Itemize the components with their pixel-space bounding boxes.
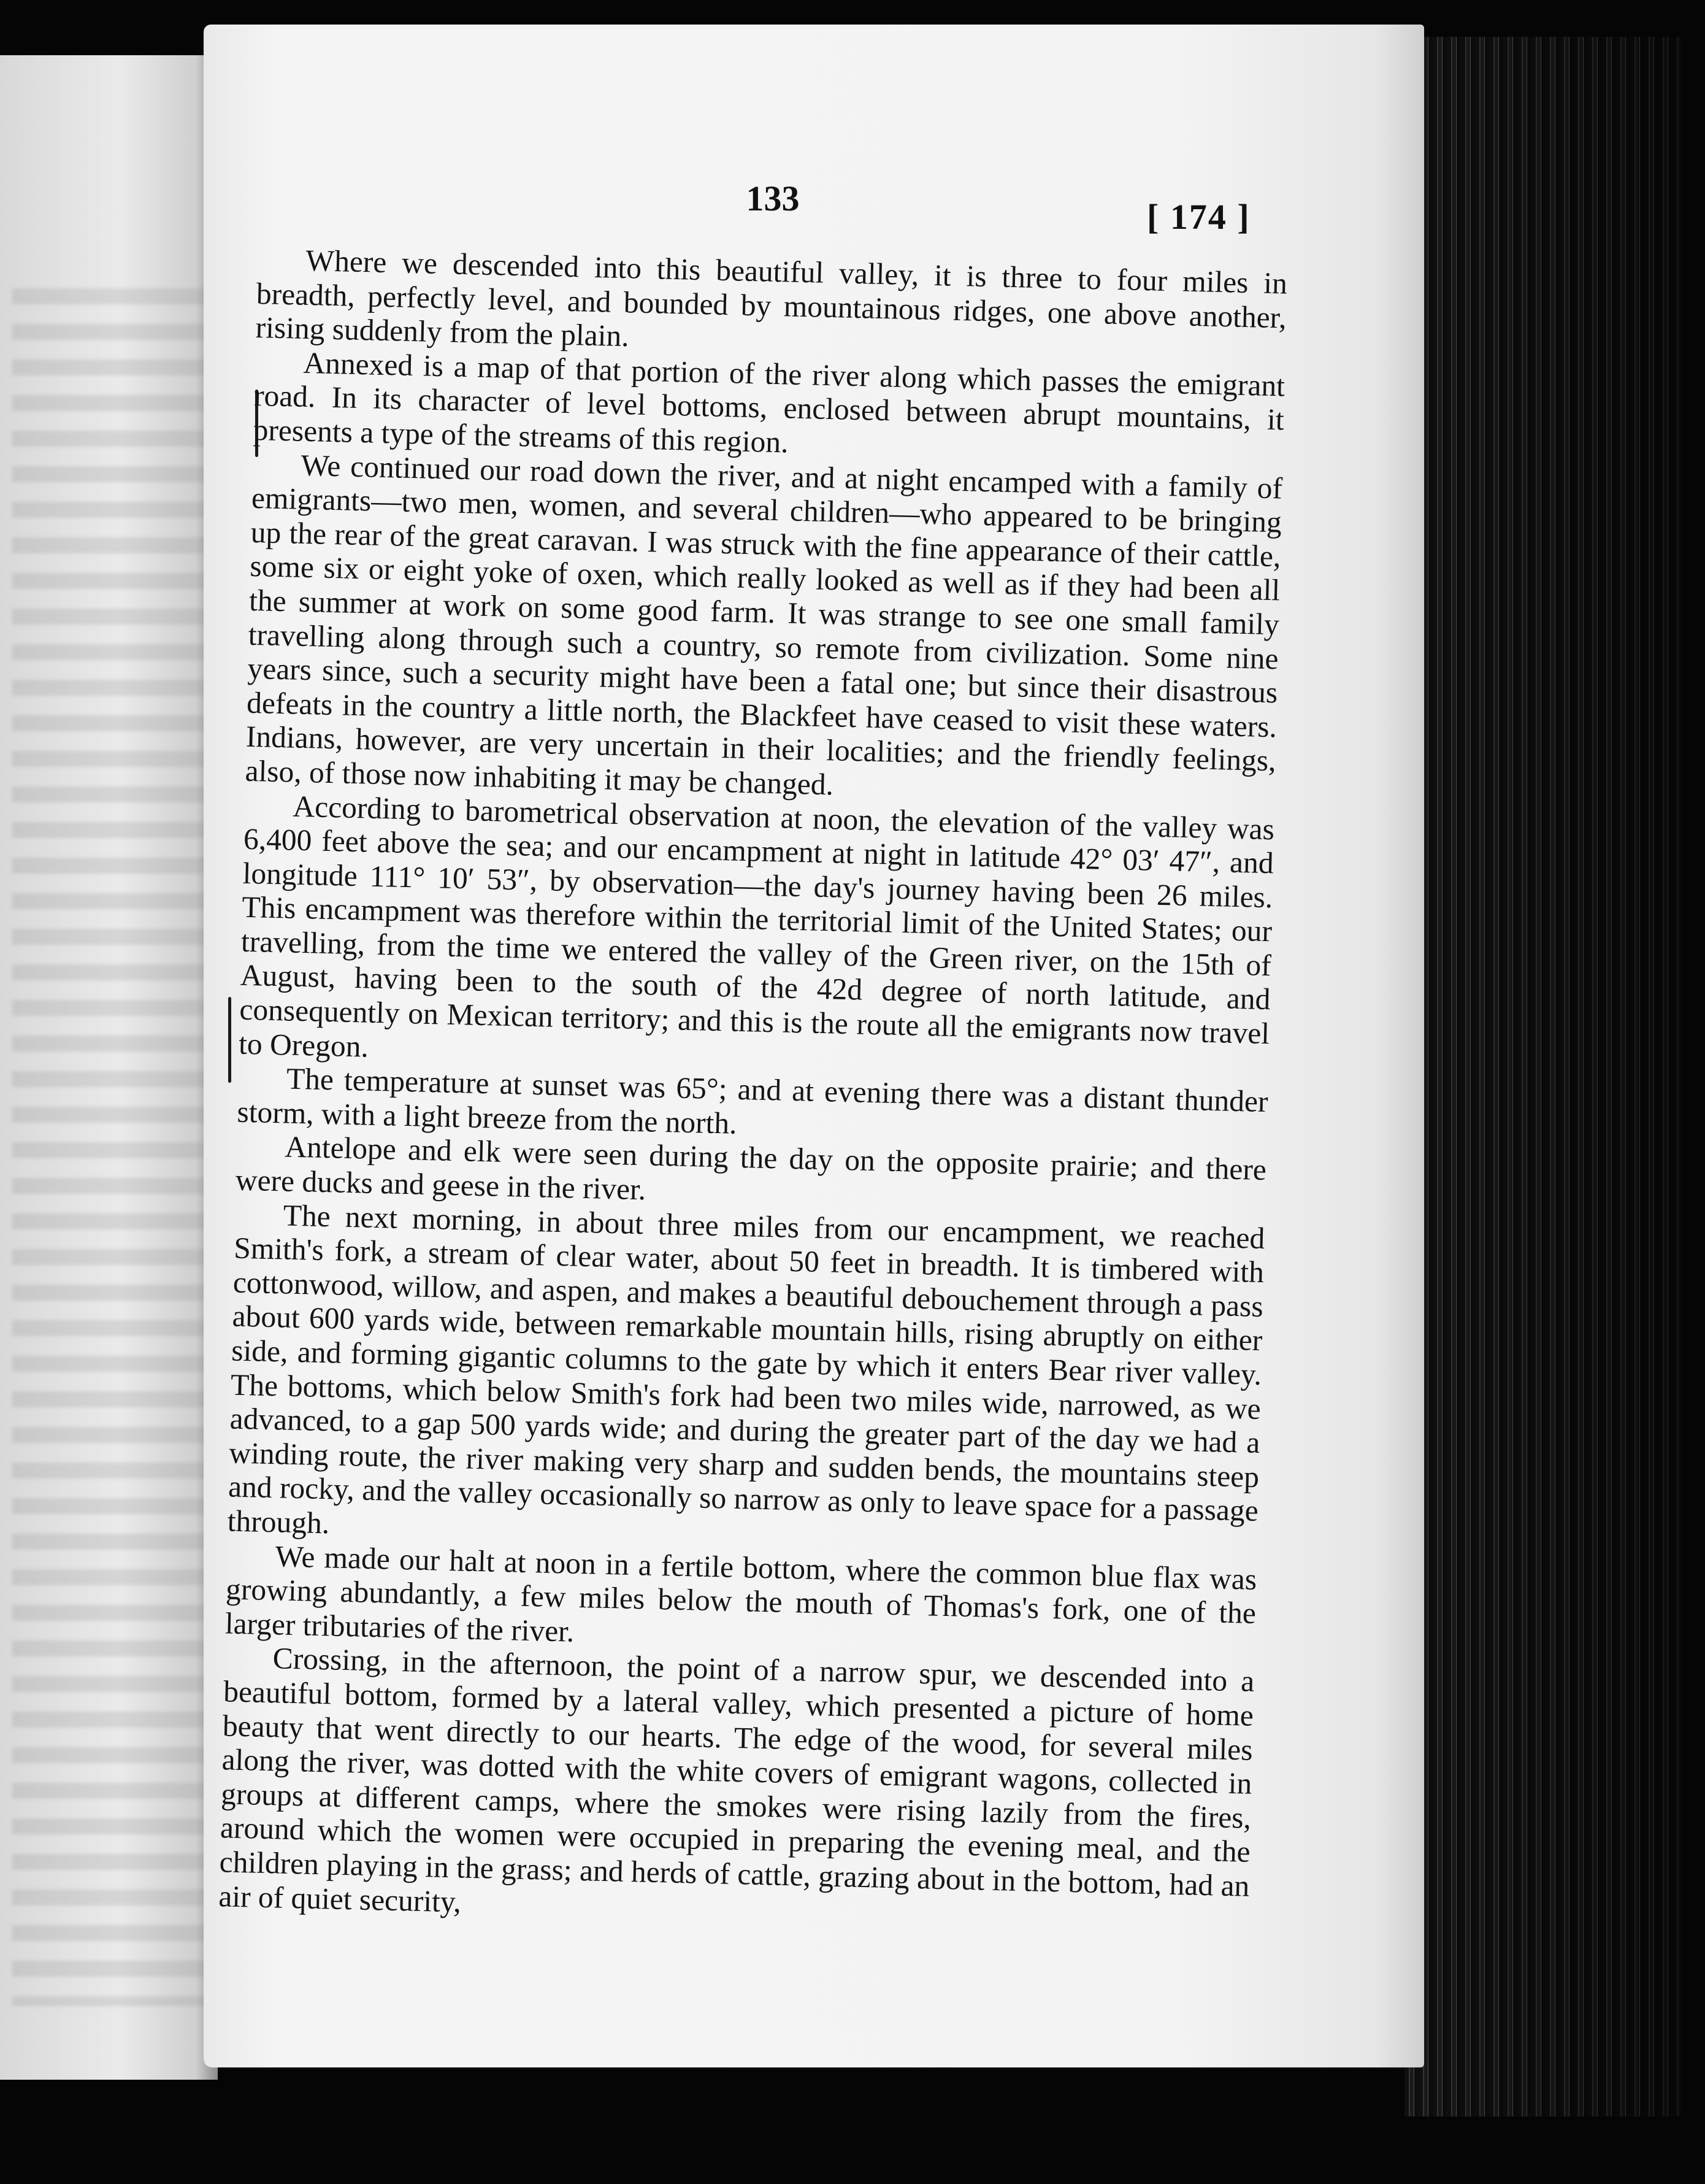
page-number: 133 bbox=[746, 179, 800, 218]
paragraph: Antelope and elk were seen during the day on the opposite prairie; and there were ducks and geese in the river. bbox=[235, 1129, 1267, 1207]
bleed-through-text bbox=[12, 288, 209, 2006]
paragraph: According to barometrical observation at noon, the elevation of the valley was 6,400 feet above the sea; and our encampment at night in latitude 42° 03′ 47″, and longitude 111° 10′ 53″, by observation—the day's journey having been 26 miles. This encampment was therefore within the territorial limit of the United States; our travelling, from the time we entered the valley of the Green river, on the 15th of August, having been to the south of the 42d degree of north latitude, and consequently on Mexican territory; and this is the route all the emigrants now travel to Oregon. bbox=[238, 789, 1275, 1064]
paragraph: Crossing, in the afternoon, the point of a narrow spur, we descended into a beautiful bottom, formed by a lateral valley, which presented a picture of home beauty that went directly to our hearts. The edge of the wood, for several miles along the river, was dotted with the white covers of emigrant wagons, collected in groups at different camps, where the smokes were rising lazily from the fires, around which the women were occupied in preparing the evening meal, and the children playing in the grass; and herds of cattle, grazing about in the bottom, had an air of quiet security, bbox=[218, 1641, 1255, 1919]
paragraph: The temperature at sunset was 65°; and at evening there was a distant thunder storm, with a light breeze from the north. bbox=[236, 1061, 1269, 1140]
paragraph: We made our halt at noon in a fertile bottom, where the common blue flax was growing abundantly, a few miles below the mouth of Thomas's fork, one of the larger tributaries of the river. bbox=[224, 1539, 1257, 1648]
margin-mark-lower bbox=[228, 997, 231, 1083]
paragraph: Annexed is a map of that portion of the river along which passes the emigrant road. In its character of level bottoms, enclosed between abrupt mountains, it presents a type of the streams of this region. bbox=[253, 345, 1285, 459]
page-text bbox=[218, 242, 1288, 1937]
document-number: [ 174 ] bbox=[1147, 197, 1251, 237]
paragraph: The next morning, in about three miles from our encampment, we reached Smith's fork, a stream of clear water, about 50 feet in breadth. It is timbered with cottonwood, willow, and aspen, and makes a beautiful debouchement through a pass about 600 yards wide, between remarkable mountain hills, rising abruptly on either side, and forming gigantic columns to the gate by which it enters Bear river valley. The bottoms, which below Smith's fork had been two miles wide, narrowed, as we advanced, to a gap 500 yards wide; and during the greater part of the day we had a winding route, the river making very sharp and sudden bends, the mountains steep and rocky, and the valley occasionally so narrow as only to leave space for a passage through. bbox=[227, 1198, 1265, 1540]
book-fore-edge bbox=[1404, 37, 1680, 2117]
facing-page bbox=[0, 55, 218, 2080]
paragraph: Where we descended into this beautiful valley, it is three to four miles in breadth, perfectly level, and bounded by mountainous ridges, one above another, rising suddenly from the plain. bbox=[255, 243, 1288, 353]
paragraph: We continued our road down the river, and at night encamped with a family of emigrants—two men, women, and several children—who appeared to be bringing up the rear of the great caravan. I was struck with the fine appearance of their cattle, some six or eight yoke of oxen, which really looked as well as if they had been all the summer at work on some good farm. It was strange to see one small family travelling along through such a country, so remote from civilization. Some nine years since, such a security might have been a fatal one; but since their disastrous defeats in the country a little north, the Blackfeet have ceased to visit these waters. Indians, however, are very uncertain in their localities; and the friendly feelings, also, of those now inhabiting it may be changed. bbox=[245, 448, 1283, 802]
